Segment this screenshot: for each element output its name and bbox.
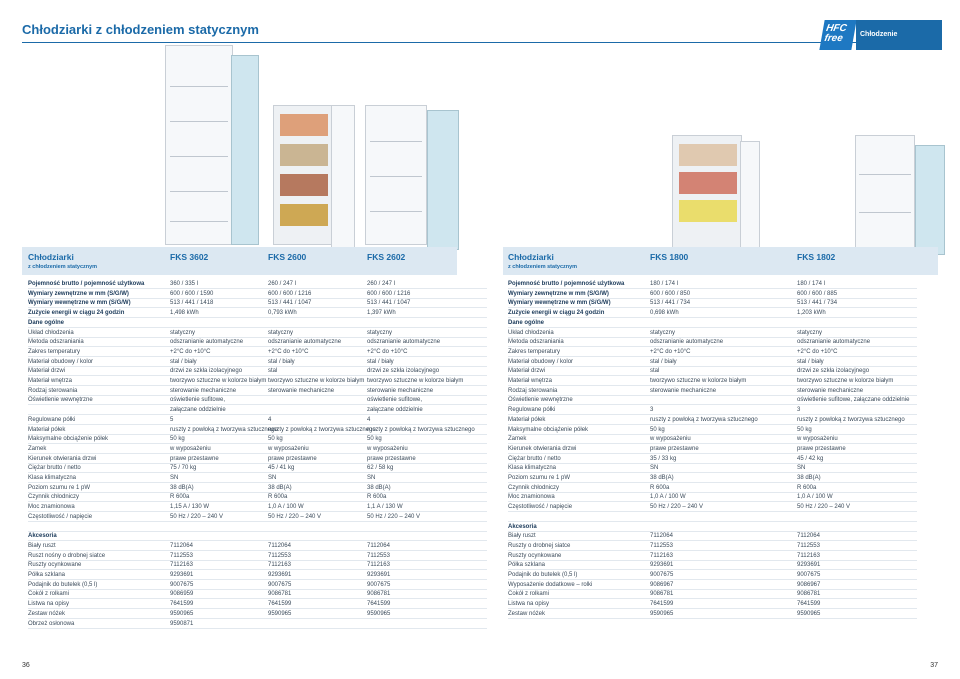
spec-value: 1,0 A / 100 W — [268, 504, 304, 511]
spec-value: 50 Hz / 220 – 240 V — [170, 513, 224, 520]
photo-fks3602 — [165, 45, 260, 250]
spec-label: Oświetlenie wewnętrzne — [28, 397, 93, 404]
spec-value: 7641599 — [797, 601, 821, 608]
spec-value: odszranianie automatyczne — [170, 339, 244, 346]
spec-value: 9086959 — [170, 591, 194, 598]
spec-value: 180 / 174 l — [650, 281, 679, 287]
spec-value: odszranianie automatyczne — [367, 339, 441, 346]
spec-value: 600 / 600 / 1590 — [170, 290, 214, 297]
spec-value: 513 / 441 / 1047 — [367, 300, 411, 307]
spec-label: Wymiary zewnętrzne w mm (S/G/W) — [508, 290, 609, 297]
spec-label: Oświetlenie wewnętrzne — [508, 397, 573, 404]
spec-value: statyczny — [367, 329, 393, 336]
spec-value: 513 / 441 / 734 — [797, 300, 838, 307]
section-heading: Akcesoria — [28, 533, 57, 540]
spec-value: 600 / 600 / 885 — [797, 290, 838, 297]
spec-value: 1,397 kWh — [367, 310, 396, 317]
row-divider — [508, 492, 917, 493]
row-divider — [28, 443, 487, 444]
spec-value: R 600a — [797, 484, 817, 491]
spec-value: tworzywo sztuczne w kolorze białym — [170, 378, 267, 384]
page-number-left: 36 — [22, 662, 30, 669]
left-header-title: Chłodziarki — [28, 252, 74, 262]
right-header-bar — [503, 247, 938, 275]
spec-value: SN — [650, 465, 659, 472]
spec-value: 9086967 — [797, 581, 821, 588]
spec-value: 9007675 — [170, 581, 194, 588]
spec-label: Pojemność brutto / pojemność użytkowa — [508, 281, 625, 287]
spec-value: SN — [367, 475, 376, 481]
spec-label: Klasa klimatyczna — [28, 475, 77, 481]
spec-value: w wyposażeniu — [650, 436, 691, 443]
row-divider — [28, 540, 487, 541]
model-name-fks3602: FKS 3602 — [170, 252, 209, 262]
spec-value: 7112064 — [367, 542, 390, 549]
page-number-right: 37 — [930, 662, 938, 669]
spec-value: 50 Hz / 220 – 240 V — [268, 513, 322, 520]
spec-value: w wyposażeniu — [367, 445, 408, 452]
spec-value: 45 / 42 kg — [797, 455, 824, 462]
row-divider — [28, 589, 487, 590]
row-divider — [508, 511, 917, 512]
spec-value: 7112163 — [650, 552, 673, 559]
spec-value: oświetlenie sufitowe, załączane oddzielnie — [797, 397, 910, 404]
model-name-fks2600: FKS 2600 — [268, 252, 307, 262]
spec-value: 50 Hz / 220 – 240 V — [367, 513, 421, 520]
page-title: Chłodziarki z chłodzeniem statycznym — [22, 22, 259, 37]
row-divider — [508, 404, 917, 405]
spec-value: 260 / 247 l — [367, 281, 396, 287]
spec-value: 9293691 — [650, 562, 674, 569]
spec-value: 9086781 — [367, 591, 391, 598]
spec-label: Wymiary wewnętrzne w mm (S/G/W) — [508, 300, 611, 307]
spec-value: prawe przestawne — [268, 455, 317, 462]
spec-value: SN — [170, 475, 179, 481]
spec-label: Materiał drzwi — [508, 368, 546, 375]
spec-label: Kierunek otwierania drzwi — [28, 455, 97, 462]
spec-value: 3 — [650, 407, 654, 414]
spec-value: stal / biały — [650, 358, 677, 365]
spec-value: R 600a — [367, 494, 387, 501]
spec-value: odszranianie automatyczne — [797, 339, 871, 346]
row-divider — [508, 598, 917, 599]
spec-label: Maksymalne obciążenie półek — [28, 436, 109, 443]
left-header-subtitle: z chłodzeniem statycznym — [28, 264, 98, 270]
hfc-free-logo: HFC free — [819, 20, 856, 50]
spec-value: prawe przestawne — [650, 445, 699, 452]
spec-value: 9293691 — [797, 562, 821, 569]
spec-value: sterowanie mechaniczne — [367, 387, 434, 394]
spec-label: Materiał drzwi — [28, 368, 66, 375]
spec-label: Materiał obudowy / kolor — [28, 358, 94, 365]
spec-value: 9293691 — [170, 572, 194, 578]
spec-label: Wymiary wewnętrzne w mm (S/G/W) — [28, 300, 131, 307]
spec-label: Półka szklana — [508, 562, 546, 569]
spec-value: 38 dB(A) — [170, 484, 194, 491]
spec-value: 5 — [170, 416, 174, 423]
spec-value: 3 — [797, 407, 801, 414]
spec-label: Moc znamionowa — [508, 494, 555, 501]
spec-value: 7112163 — [268, 562, 291, 569]
spec-value: 513 / 441 / 1418 — [170, 300, 214, 307]
spec-value: stal / biały — [170, 358, 197, 365]
spec-label: Klasa klimatyczna — [508, 465, 557, 472]
spec-label: Czynnik chłodniczy — [508, 484, 560, 491]
spec-label: Wyposażenie dodatkowe – rolki — [508, 581, 593, 588]
row-divider — [508, 434, 917, 435]
spec-value: 38 dB(A) — [367, 484, 391, 491]
row-divider — [28, 569, 487, 570]
row-divider — [28, 560, 487, 561]
spec-value: 9590965 — [797, 610, 821, 617]
spec-label: Moc znamionowa — [28, 504, 75, 511]
spec-label: Biały ruszt — [508, 533, 536, 540]
section-heading: Dane ogólne — [28, 319, 65, 326]
spec-label: Poziom szumu re 1 pW — [28, 484, 91, 491]
spec-value: prawe przestawne — [797, 445, 846, 452]
row-divider — [28, 356, 487, 357]
spec-value: tworzywo sztuczne w kolorze białym — [650, 378, 747, 384]
spec-value: załączane oddzielnie — [367, 407, 423, 414]
spec-value: 9590965 — [367, 610, 391, 617]
spec-value: 50 Hz / 220 – 240 V — [797, 504, 851, 511]
spec-label: Biały ruszt — [28, 542, 56, 549]
spec-value: 7112553 — [650, 542, 673, 549]
spec-value: prawe przestawne — [170, 455, 219, 462]
spec-value: stal / biały — [797, 358, 824, 365]
row-divider — [508, 550, 917, 551]
row-divider — [28, 482, 487, 483]
spec-value: 9293691 — [268, 572, 292, 578]
spec-value: 600 / 600 / 1216 — [367, 290, 411, 297]
spec-value: +2°C do +10°C — [797, 348, 838, 355]
row-divider — [28, 317, 487, 318]
spec-value: 7112064 — [797, 533, 820, 540]
spec-label: Kierunek otwierania drzwi — [508, 445, 577, 452]
spec-label: Materiał obudowy / kolor — [508, 358, 574, 365]
spec-value: 9590965 — [170, 610, 194, 617]
spec-value: 513 / 441 / 1047 — [268, 300, 312, 307]
spec-value: ruszty z powłoką z tworzywa sztucznego — [797, 416, 905, 423]
photo-fks2602 — [365, 45, 465, 250]
model-name-fks1800: FKS 1800 — [650, 252, 689, 262]
model-name-fks1802: FKS 1802 — [797, 252, 836, 262]
row-divider — [28, 492, 487, 493]
right-header-title: Chłodziarki — [508, 252, 554, 262]
spec-value: 7641599 — [367, 601, 391, 608]
spec-value: stal — [268, 368, 278, 375]
spec-value: stal / biały — [367, 358, 394, 365]
row-divider — [508, 327, 917, 328]
row-divider — [508, 482, 917, 483]
spec-value: 7112064 — [170, 542, 193, 549]
spec-value: 7112553 — [170, 552, 193, 559]
spec-value: prawe przestawne — [367, 455, 416, 462]
spec-value: SN — [268, 475, 277, 481]
spec-value: odszranianie automatyczne — [268, 339, 342, 346]
spec-label: Zakres temperatury — [28, 348, 81, 355]
photo-fks1800 — [672, 45, 762, 250]
spec-value: 9007675 — [797, 572, 821, 578]
spec-label: Układ chłodzenia — [28, 329, 74, 336]
spec-value: 9590965 — [268, 610, 292, 617]
spec-label: Cokół z rolkami — [508, 591, 550, 598]
spec-value: +2°C do +10°C — [367, 348, 408, 355]
spec-value: sterowanie mechaniczne — [170, 387, 237, 394]
spec-value: stal — [650, 368, 660, 375]
spec-label: Częstotliwość / napięcie — [28, 513, 93, 520]
spec-value: 9086781 — [797, 591, 821, 598]
spec-value: załączane oddzielnie — [170, 407, 226, 414]
spec-label: Układ chłodzenia — [508, 329, 554, 336]
spec-value: 45 / 41 kg — [268, 465, 295, 472]
spec-label: Zużycie energii w ciągu 24 godzin — [28, 310, 125, 317]
spec-value: 7112163 — [367, 562, 390, 569]
spec-value: 50 kg — [367, 436, 382, 443]
spec-value: oświetlenie sufitowe, — [170, 397, 226, 404]
spec-value: ruszty z powłoką z tworzywa sztucznego — [268, 426, 376, 433]
spec-value: tworzywo sztuczne w kolorze białym — [797, 378, 894, 384]
spec-value: sterowanie mechaniczne — [268, 387, 335, 394]
spec-value: 38 dB(A) — [650, 475, 674, 481]
spec-value: 7112553 — [797, 542, 820, 549]
spec-value: +2°C do +10°C — [650, 348, 691, 355]
model-name-fks2602: FKS 2602 — [367, 252, 406, 262]
row-divider — [28, 327, 487, 328]
photo-fks2600 — [265, 45, 360, 250]
spec-value: 9590965 — [650, 610, 674, 617]
photo-fks1802 — [855, 45, 950, 250]
row-divider — [508, 560, 917, 561]
spec-label: Cokół z rolkami — [28, 591, 70, 598]
row-divider — [508, 521, 917, 522]
spec-label: Zestaw nóżek — [508, 610, 546, 617]
spec-label: Materiał półek — [508, 416, 546, 423]
row-divider — [508, 453, 917, 454]
spec-value: oświetlenie sufitowe, — [367, 397, 423, 404]
spec-value: R 600a — [650, 484, 670, 491]
spec-value: 1,498 kWh — [170, 310, 199, 317]
spec-value: 1,1 A / 130 W — [367, 504, 403, 511]
spec-value: 9086781 — [268, 591, 292, 598]
row-divider — [28, 608, 487, 609]
spec-value: 75 / 70 kg — [170, 465, 197, 472]
spec-value: 7112163 — [170, 562, 193, 569]
spec-value: +2°C do +10°C — [170, 348, 211, 355]
row-divider — [508, 463, 917, 464]
spec-label: Półka szklana — [28, 572, 66, 578]
spec-value: 9007675 — [650, 572, 674, 578]
spec-value: 1,15 A / 130 W — [170, 504, 210, 511]
spec-label: Pojemność brutto / pojemność użytkowa — [28, 281, 145, 287]
row-divider — [508, 589, 917, 590]
section-heading: Akcesoria — [508, 523, 537, 530]
spec-label: Obrzeż osłonowa — [28, 620, 75, 627]
spec-value: +2°C do +10°C — [268, 348, 309, 355]
spec-label: Regulowane półki — [508, 407, 556, 414]
spec-label: Maksymalne obciążenie półek — [508, 426, 589, 433]
spec-label: Czynnik chłodniczy — [28, 494, 80, 501]
row-divider — [28, 472, 487, 473]
spec-label: Metoda odszraniania — [508, 339, 564, 346]
spec-value: sterowanie mechaniczne — [797, 387, 864, 394]
row-divider — [28, 501, 487, 502]
spec-label: Ruszty o drobnej siatce — [508, 542, 571, 549]
spec-value: 4 — [268, 416, 272, 423]
spec-label: Rodzaj sterowania — [508, 387, 558, 394]
spec-value: 0,793 kWh — [268, 310, 297, 317]
spec-value: drzwi ze szkła izolacyjnego — [367, 368, 440, 375]
spec-label: Podajnik do butelek (0,5 l) — [508, 572, 578, 578]
spec-label: Poziom szumu re 1 pW — [508, 475, 571, 481]
spec-value: odszranianie automatyczne — [650, 339, 724, 346]
spec-label: Ruszt nośny o drobnej siatce — [28, 552, 106, 559]
row-divider — [28, 521, 487, 522]
row-divider — [508, 317, 917, 318]
title-rule — [22, 42, 938, 43]
spec-label: Materiał wnętrza — [28, 378, 73, 384]
spec-value: 7112064 — [268, 542, 291, 549]
spec-value: 9086781 — [650, 591, 674, 598]
spec-label: Zamek — [28, 445, 47, 452]
spec-label: Zużycie energii w ciągu 24 godzin — [508, 310, 605, 317]
row-divider — [28, 598, 487, 599]
spec-label: Zakres temperatury — [508, 348, 561, 355]
spec-value: R 600a — [268, 494, 288, 501]
row-divider — [508, 531, 917, 532]
spec-value: ruszty z powłoką z tworzywa sztucznego — [367, 426, 475, 433]
row-divider — [508, 608, 917, 609]
spec-value: drzwi ze szkła izolacyjnego — [170, 368, 243, 375]
spec-value: 9007675 — [367, 581, 391, 588]
row-divider — [28, 531, 487, 532]
spec-value: statyczny — [268, 329, 294, 336]
spec-value: 50 kg — [268, 436, 283, 443]
spec-value: 35 / 33 kg — [650, 455, 677, 462]
spec-label: Materiał półek — [28, 426, 66, 433]
spec-label: Ciężar brutto / netto — [508, 455, 561, 462]
row-divider — [28, 463, 487, 464]
spec-value: 7641599 — [650, 601, 674, 608]
spec-value: 1,0 A / 100 W — [650, 494, 686, 501]
spec-value: 180 / 174 l — [797, 281, 826, 287]
spec-label: Ruszty ocynkowane — [28, 562, 82, 569]
spec-value: 1,0 A / 100 W — [797, 494, 833, 501]
spec-value: tworzywo sztuczne w kolorze białym — [268, 378, 365, 384]
row-divider — [28, 346, 487, 347]
spec-value: 38 dB(A) — [268, 484, 292, 491]
spec-value: R 600a — [170, 494, 190, 501]
badge-label: Chłodzenie — [856, 20, 942, 50]
spec-value: ruszty z powłoką z tworzywa sztucznego — [170, 426, 278, 433]
section-heading: Dane ogólne — [508, 319, 545, 326]
spec-label: Ruszty ocynkowane — [508, 552, 562, 559]
spec-label: Metoda odszraniania — [28, 339, 84, 346]
spec-value: SN — [797, 465, 806, 472]
spec-label: Regulowane półki — [28, 416, 76, 423]
spec-value: statyczny — [170, 329, 196, 336]
spec-value: 9590871 — [170, 620, 194, 627]
spec-label: Zamek — [508, 436, 527, 443]
spec-value: 38 dB(A) — [797, 475, 821, 481]
spec-value: w wyposażeniu — [170, 445, 211, 452]
spec-value: 7112553 — [367, 552, 390, 559]
spec-value: tworzywo sztuczne w kolorze białym — [367, 378, 464, 384]
spec-value: statyczny — [797, 329, 823, 336]
spec-label: Listwa na opisy — [508, 601, 550, 608]
spec-label: Materiał wnętrza — [508, 378, 553, 384]
row-divider — [28, 453, 487, 454]
spec-value: 260 / 247 l — [268, 281, 297, 287]
spec-value: 600 / 600 / 850 — [650, 290, 691, 297]
spec-label: Ciężar brutto / netto — [28, 465, 81, 472]
spec-value: 7641599 — [268, 601, 292, 608]
row-divider — [508, 618, 917, 619]
spec-value: stal / biały — [268, 358, 295, 365]
spec-label: Listwa na opisy — [28, 601, 70, 608]
spec-value: 50 kg — [170, 436, 185, 443]
spec-value: 4 — [367, 416, 371, 423]
spec-value: 600 / 600 / 1216 — [268, 290, 312, 297]
spec-value: 360 / 335 l — [170, 281, 199, 287]
spec-value: 513 / 441 / 734 — [650, 300, 691, 307]
spec-value: 7641599 — [170, 601, 194, 608]
spec-value: 0,698 kWh — [650, 310, 679, 317]
spec-label: Wymiary zewnętrzne w mm (S/G/W) — [28, 290, 129, 297]
spec-label: Podajnik do butelek (0,5 l) — [28, 581, 98, 588]
spec-value: 7112553 — [268, 552, 291, 559]
spec-label: Częstotliwość / napięcie — [508, 504, 573, 511]
spec-value: 7112163 — [797, 552, 820, 559]
spec-value: 9293691 — [367, 572, 391, 578]
row-divider — [508, 346, 917, 347]
row-divider — [28, 628, 487, 629]
spec-value: 62 / 58 kg — [367, 465, 394, 472]
spec-value: 9007675 — [268, 581, 292, 588]
spec-value: 1,203 kWh — [797, 310, 826, 317]
spec-value: w wyposażeniu — [797, 436, 838, 443]
spec-value: 7112064 — [650, 533, 673, 540]
spec-value: w wyposażeniu — [268, 445, 309, 452]
spec-value: drzwi ze szkła izolacyjnego — [797, 368, 870, 375]
row-divider — [28, 414, 487, 415]
spec-value: 50 kg — [650, 426, 665, 433]
spec-value: 50 Hz / 220 – 240 V — [650, 504, 704, 511]
spec-value: 9086967 — [650, 581, 674, 588]
spec-value: sterowanie mechaniczne — [650, 387, 717, 394]
row-divider — [28, 618, 487, 619]
spec-label: Zestaw nóżek — [28, 610, 66, 617]
spec-value: 50 kg — [797, 426, 812, 433]
spec-value: ruszty z powłoką z tworzywa sztucznego — [650, 416, 758, 423]
right-header-subtitle: z chłodzeniem statycznym — [508, 264, 578, 270]
spec-value: statyczny — [650, 329, 676, 336]
spec-label: Rodzaj sterowania — [28, 387, 78, 394]
